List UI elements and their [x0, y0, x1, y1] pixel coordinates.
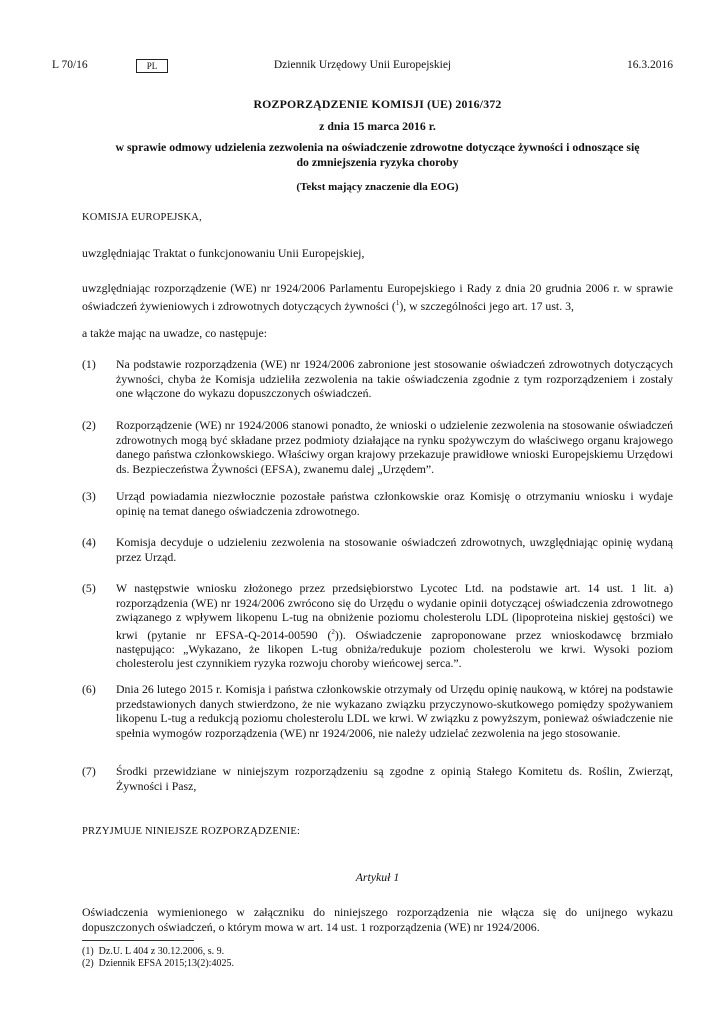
recital-number: (7) [82, 764, 96, 778]
recital-number: (1) [82, 357, 96, 371]
recital [82, 535, 673, 564]
recital [82, 357, 673, 401]
commission-label: KOMISJA EUROPEJSKA, [82, 212, 202, 223]
article-text: Oświadczenia wymienionego w załączniku do niniejszego rozporządzenia nie włącza się do unijnego wykazu dopuszczonych oświadczeń, o którym mowa w art. 14 ust. 1 rozporządzenia (WE) nr 1924/2006. [82, 905, 673, 934]
recital [82, 489, 673, 518]
footnote-mark: (2) [82, 958, 94, 969]
adoption-clause: PRZYJMUJE NINIEJSZE ROZPORZĄDZENIE: [82, 826, 301, 837]
footnote [82, 958, 234, 970]
recital [82, 682, 673, 740]
article-heading: Artykuł 1 [355, 870, 400, 884]
footnote-text: Dziennik EFSA 2015;13(2):4025. [98, 958, 234, 969]
eea-relevance: (Tekst mający znaczenie dla EOG) [296, 181, 459, 193]
page-reference: L 70/16 [52, 59, 88, 71]
recital [82, 418, 673, 476]
footnote [82, 946, 224, 958]
recital-number: (5) [82, 581, 96, 595]
recital-text: Komisja decyduje o udzieleniu zezwolenia na stosowanie oświadczeń zdrowotnych, uwzględniając opinię wydaną przez Urząd. [116, 535, 673, 564]
citation-text-end: ), w szczególności jego art. 17 ust. 3, [399, 298, 574, 313]
title-date: z dnia 15 marca 2016 r. [319, 119, 436, 133]
recital-number: (4) [82, 535, 96, 549]
treaty-citation: uwzględniając Traktat o funkcjonowaniu Unii Europejskiej, [82, 246, 365, 260]
recital-text: Na podstawie rozporządzenia (WE) nr 1924/2006 zabronione jest stosowanie oświadczeń zdrowotnych dotyczących żywności, chyba że Komisja udzieliła zezwolenia na takie oświadczenia zgodnie z tym rozporządzeniem i zostały one włączone do wykazu dopuszczonych oświadczeń. [116, 357, 673, 400]
footnote-divider [82, 940, 194, 941]
language-badge: PL [136, 59, 168, 73]
recital-text: Środki przewidziane w niniejszym rozporządzeniu są zgodne z opinią Stałego Komitetu ds. Roślin, Zwierząt, Żywności i Pasz, [116, 764, 673, 793]
recital-text: Urząd powiadamia niezwłocznie pozostałe państwa członkowskie oraz Komisję o otrzymaniu wniosku i wydaje opinię na temat danego oświadczenia zdrowotnego. [116, 489, 673, 518]
recital [82, 581, 673, 671]
footnote-ref: 1 [395, 298, 400, 307]
title-line: ROZPORZĄDZENIE KOMISJI (UE) 2016/372 [253, 97, 502, 111]
recital-number: (3) [82, 489, 96, 503]
title-subject: w sprawie odmowy udzielenia zezwolenia na oświadczenie zdrowotne dotyczące żywności i odnoszące się do zmniejszenia ryzyka choroby [115, 140, 640, 169]
footnote-mark: (1) [82, 946, 94, 957]
recital [82, 764, 673, 793]
regulation-title [82, 97, 673, 195]
recital-text: Dnia 26 lutego 2015 r. Komisja i państwa członkowskie otrzymały od Urzędu opinię naukową, w której na podstawie przedstawionych danych stwierdzono, że nie wykazano związku przyczynowo-skutkowego pomiędzy spożywaniem likopenu L-tug a redukcją poziomu cholesterolu LDL we krwi. W związku z powyższym, ponieważ oświadczenie nie spełnia wymogów rozporządzenia (WE) nr 1924/2006, nie należy udzielać zezwolenia na jego stosowanie. [116, 682, 673, 740]
recital-text [116, 581, 673, 671]
recital-number: (6) [82, 682, 96, 696]
footnote-text: Dz.U. L 404 z 30.12.2006, s. 9. [98, 946, 225, 957]
page-header [52, 59, 673, 73]
recital-text: Rozporządzenie (WE) nr 1924/2006 stanowi ponadto, że wnioski o udzielenie zezwolenia na stosowanie oświadczeń zdrowotnych mogą być składane przez podmioty działające na rynku spożywczym do właściwego organu krajowego danego państwa członkowskiego. Właściwy organ krajowy przekazuje prawidłowe wnioski Europejskiemu Urzędowi ds. Bezpieczeństwa Żywności (EFSA), zwanemu dalej „Urzędem”. [116, 418, 673, 476]
recital-number: (2) [82, 418, 96, 432]
journal-name: Dziennik Urzędowy Unii Europejskiej [273, 59, 452, 71]
recital-text-part: )). Oświadczenie zaproponowane przez wnioskodawcę brzmiało następująco: „Wykazano, że likopen L-tug obniża/redukuje poziom cholesterolu we krwi. Wysoki poziom cholesterolu jest czynnikiem ryzyka rozwoju choroby wieńcowej serca.”. [116, 627, 673, 671]
recital-text-part: W następstwie wniosku złożonego przez przedsiębiorstwo Lycotec Ltd. na podstawie art. 14 ust. 1 lit. a) rozporządzenia (WE) nr 1924/2006 zwrócono się do Urzędu o wydanie opinii dotyczącej oświadczenia zdrowotnego związanego z wpływem likopenu L-tug na obniżenie poziomu cholesterolu LDL (lipoproteina niskiej gęstości) we krwi (pytanie nr EFSA-Q-2014-00590 ( [116, 581, 673, 642]
citation-text: uwzględniając rozporządzenie (WE) nr 1924/2006 Parlamentu Europejskiego i Rady z dnia 20 grudnia 2006 r. w sprawie oświadczeń żywieniowych i zdrowotnych dotyczących żywności ( [82, 281, 673, 313]
whereas-clause: a także mając na uwadze, co następuje: [82, 326, 268, 340]
publication-date: 16.3.2016 [627, 59, 673, 71]
footnote-ref: 2 [331, 627, 335, 636]
regulation-citation [82, 281, 673, 313]
